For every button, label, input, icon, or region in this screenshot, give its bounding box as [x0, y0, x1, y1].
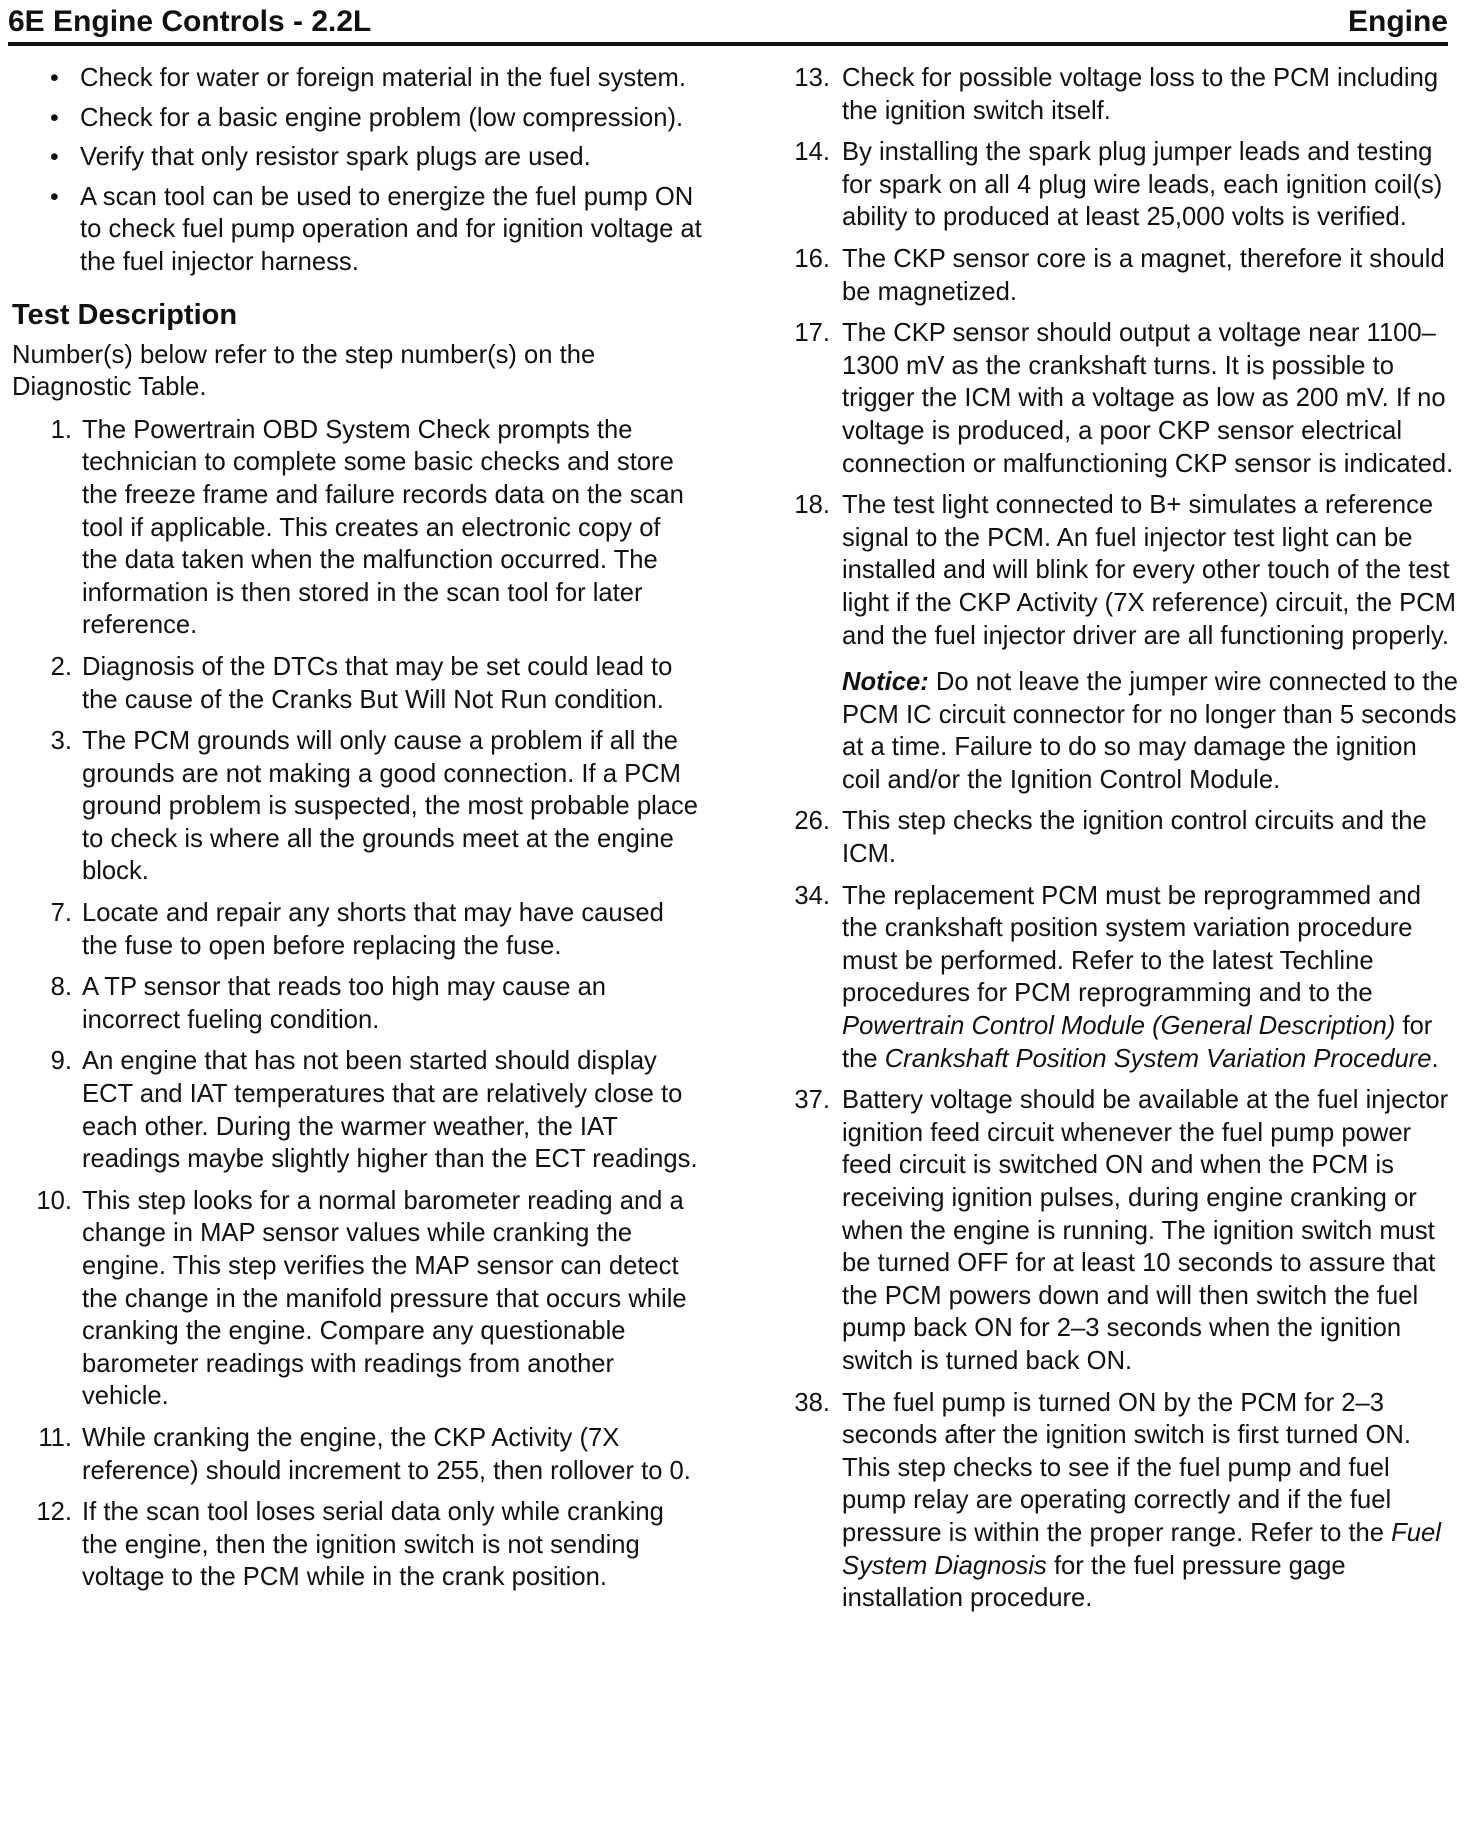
page-header: [8, 2, 1448, 46]
step-item: [750, 136, 1460, 234]
bullet-icon: •: [50, 103, 59, 132]
step-text: The Powertrain OBD System Check prompts the technician to complete some basic checks and store the freeze frame and failure records data on the scan tool if applicable. This creates an electronic copy of the data taken when the malfunction occurred. The information is then stored in the scan tool for later reference.: [82, 415, 684, 640]
step-text: The PCM grounds will only cause a problem if all the grounds are not making a good connection. If a PCM ground problem is suspected, the most probable place to check is where all the grounds meet at the engine block.: [82, 727, 699, 886]
step-text: If the scan tool loses serial data only while cranking the engine, then the ignition switch is not sending voltage to the PCM while in the crank position.: [82, 1498, 664, 1592]
step-item: [750, 489, 1460, 796]
notice-label: Notice:: [842, 668, 929, 697]
step-number: 12.: [36, 1498, 72, 1527]
step-number: 14.: [794, 138, 830, 167]
left-step-list: [12, 414, 702, 1594]
notice-block: [842, 666, 1460, 796]
step-item: [750, 243, 1460, 308]
section-intro: Number(s) below refer to the step number(s) on the Diagnostic Table.: [12, 340, 596, 402]
step-text: The test light connected to B+ simulates a reference signal to the PCM. An fuel injector test light can be installed and will blink for every other touch of the test light if the CKP Activity (7X reference) circuit, the PCM and the fuel injector driver are all functioning properly.: [842, 491, 1456, 650]
step-item: [12, 651, 702, 716]
step-number: 16.: [794, 244, 830, 273]
step-text: This step checks the ignition control circuits and the ICM.: [842, 807, 1427, 869]
reference-title: Crankshaft Position System Variation Procedure: [884, 1044, 1432, 1073]
step-text: The CKP sensor should output a voltage near 1100–1300 mV as the crankshaft turns. It is possible to trigger the ICM with a voltage as low as 200 mV. If no voltage is produced, a poor CKP sensor electrical connection or malfunctioning CKP sensor is indicated.: [842, 319, 1454, 478]
step-number: 3.: [50, 727, 72, 756]
step-text: A TP sensor that reads too high may cause an incorrect fueling condition.: [82, 973, 607, 1034]
right-step-list: [750, 62, 1460, 1615]
step-text: This step looks for a normal barometer reading and a change in MAP sensor values while cranking the engine. This step verifies the MAP sensor can detect the change in the manifold pressure that occurs while cranking the engine. Compare any questionable barometer readings with readings from another vehicle.: [82, 1186, 687, 1411]
step-text: The fuel pump is turned ON by the PCM for 2–3 seconds after the ignition switch is first turned ON. This step checks to see if the fuel pump and fuel pump relay are operating correctly and if the fuel pressure is within the proper range. Refer to the Fuel System Diagnosis for the fuel pressure gage installation procedure.: [842, 1388, 1441, 1613]
section-heading: Test Description: [12, 298, 238, 331]
reference-title: Fuel System Diagnosis: [842, 1518, 1441, 1580]
step-item: [12, 1496, 702, 1594]
step-text: By installing the spark plug jumper leads and testing for spark on all 4 plug wire leads, each ignition coil(s) ability to produced at least 25,000 volts is verified.: [842, 138, 1443, 232]
step-number: 1.: [50, 415, 72, 444]
step-text: The CKP sensor core is a magnet, therefore it should be magnetized.: [842, 244, 1445, 306]
step-item: [750, 62, 1460, 127]
step-item: [750, 880, 1460, 1076]
step-item: [12, 725, 702, 888]
step-item: [750, 1387, 1460, 1615]
step-item: [750, 1084, 1460, 1377]
step-text: Check for possible voltage loss to the PCM including the ignition switch itself.: [842, 64, 1439, 125]
step-number: 13.: [794, 64, 830, 92]
step-item: [750, 805, 1460, 870]
step-item: [12, 1185, 702, 1413]
list-item: • A scan tool can be used to energize the fuel pump ON to check fuel pump operation and for ignition voltage at the fuel injector harness.: [50, 182, 702, 276]
step-number: 2.: [50, 652, 72, 681]
list-item: • Check for water or foreign material in the fuel system.: [12, 62, 702, 95]
bullet-icon: •: [50, 64, 59, 92]
bullet-icon: •: [50, 143, 59, 172]
step-text: Battery voltage should be available at the fuel injector ignition feed circuit whenever the fuel pump power feed circuit is switched ON and when the PCM is receiving ignition pulses, during engine cranking or when the engine is running. The ignition switch must be turned OFF for at least 10 seconds to assure that the PCM powers down and will then switch the fuel pump back ON for 2–3 seconds when the ignition switch is turned back ON.: [842, 1086, 1449, 1375]
step-text: The replacement PCM must be reprogrammed and the crankshaft position system variation procedure must be performed. Refer to the latest Techline procedures for PCM reprogramming and to the Powertrain Control Module (General Description) for the Crankshaft Position System Variation Procedure.: [842, 881, 1439, 1073]
step-number: 8.: [50, 973, 72, 1002]
step-text: While cranking the engine, the CKP Activity (7X reference) should increment to 255, then rollover to 0.: [82, 1423, 691, 1485]
step-number: 11.: [38, 1423, 72, 1452]
step-item: [12, 897, 702, 962]
list-item: • Check for a basic engine problem (low compression).: [12, 102, 702, 135]
reference-title: Powertrain Control Module (General Description): [842, 1012, 1396, 1041]
header-chapter-title: Engine: [1347, 5, 1448, 38]
step-item: [750, 317, 1460, 480]
left-column: [12, 62, 702, 1603]
step-item: [12, 1422, 702, 1487]
step-number: 17.: [794, 319, 830, 348]
step-number: 38.: [794, 1388, 830, 1417]
right-column: [750, 62, 1460, 1624]
step-number: 9.: [50, 1047, 72, 1076]
step-text: Locate and repair any shorts that may have caused the fuse to open before replacing the fuse.: [82, 899, 664, 960]
step-number: 34.: [794, 881, 830, 910]
notice-text: Do not leave the jumper wire connected to the PCM IC circuit connector for no longer than 5 seconds at a time. Failure to do so may damage the ignition coil and/or the Ignition Control Module.: [842, 668, 1458, 794]
step-text: Diagnosis of the DTCs that may be set could lead to the cause of the Cranks But Will Not Run condition.: [82, 652, 673, 714]
step-number: 18.: [794, 491, 830, 520]
bullet-icon: •: [50, 182, 59, 211]
check-list: [12, 62, 702, 279]
step-number: 10.: [36, 1186, 72, 1215]
step-text: An engine that has not been started should display ECT and IAT temperatures that are relatively close to each other. During the warmer weather, the IAT readings maybe slightly higher than the ECT readings.: [82, 1047, 698, 1174]
header-section-title: 6E Engine Controls - 2.2L: [8, 5, 372, 38]
step-item: [12, 414, 702, 642]
step-item: [12, 971, 702, 1036]
step-item: [12, 1045, 702, 1175]
list-item: • Verify that only resistor spark plugs are used.: [12, 141, 702, 174]
step-number: 7.: [50, 899, 72, 928]
step-number: 37.: [794, 1086, 830, 1115]
step-number: 26.: [794, 807, 830, 836]
